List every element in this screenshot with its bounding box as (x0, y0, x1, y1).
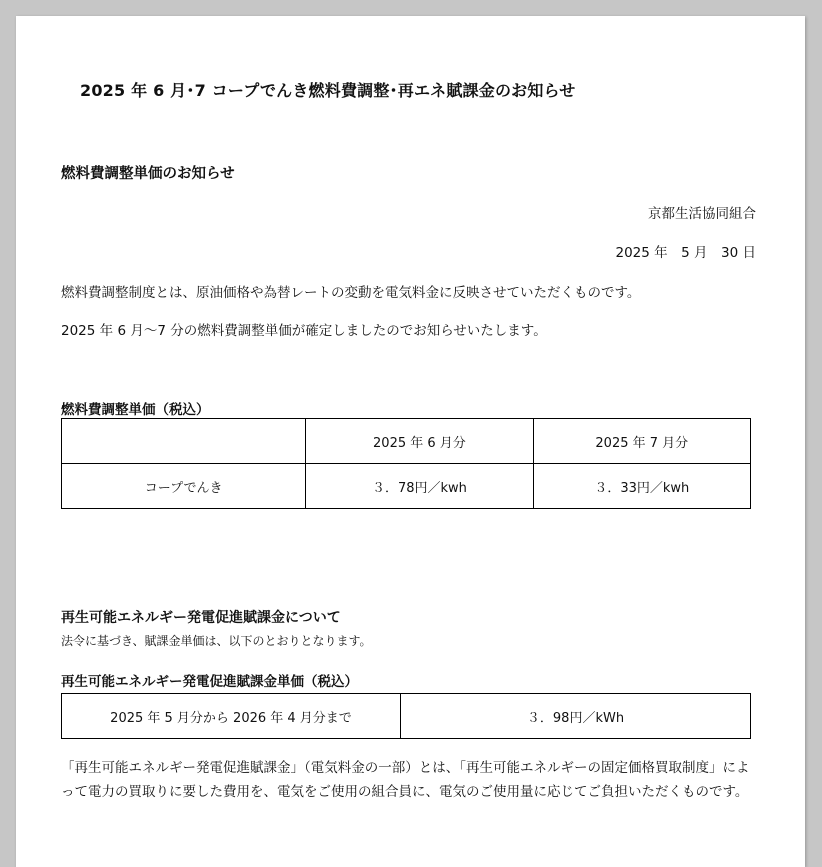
table-header-cell: 2025 年 6 月分 (306, 419, 533, 464)
table-header-cell: 2025 年 7 月分 (533, 419, 750, 464)
period-cell: 2025 年 5 月分から 2026 年 4 月分まで (62, 694, 401, 739)
renewable-table-caption: 再生可能エネルギー発電促進賦課金単価（税込） (61, 674, 358, 690)
renewable-explanation: 「再生可能エネルギー発電促進賦課金」（電気料金の一部）とは、「再生可能エネルギーの固定価格買取制度」によって電力の買取りに要した費用を、電気をご使用の組合員に、電気のご使用量に応じてご負担いただくものです。 (61, 760, 750, 800)
fuel-adjustment-table (61, 418, 751, 509)
table-row (62, 694, 751, 739)
table-cell: ３．78円／kwh (306, 464, 533, 509)
table-row (62, 464, 751, 509)
fuel-explanation: 燃料費調整制度とは、原油価格や為替レートの変動を電気料金に反映させていただくものです。 (61, 285, 641, 301)
table-header-cell (62, 419, 306, 464)
fuel-table-caption: 燃料費調整単価（税込） (61, 402, 210, 418)
fuel-announcement: 2025 年 6 月～7 分の燃料費調整単価が確定しましたのでお知らせいたします。 (61, 323, 547, 339)
fuel-section-heading: 燃料費調整単価のお知らせ (61, 166, 235, 182)
table-cell: ３．33円／kwh (533, 464, 750, 509)
table-header-row (62, 419, 751, 464)
issue-date: 2025 年 5 月 30 日 (615, 245, 756, 261)
row-label-cell: コープでんき (62, 464, 306, 509)
document-title: 2025 年 6 月･7 コープでんき燃料費調整･再エネ賦課金のお知らせ (80, 81, 576, 100)
document-page (16, 16, 805, 867)
levy-value-cell: ３．98円／kWh (401, 694, 751, 739)
organization-name: 京都生活協同組合 (648, 206, 756, 222)
renewable-section-heading: 再生可能エネルギー発電促進賦課金について (61, 610, 341, 626)
renewable-levy-table (61, 693, 751, 739)
renewable-note: 法令に基づき、賦課金単価は、以下のとおりとなります。 (61, 634, 372, 648)
